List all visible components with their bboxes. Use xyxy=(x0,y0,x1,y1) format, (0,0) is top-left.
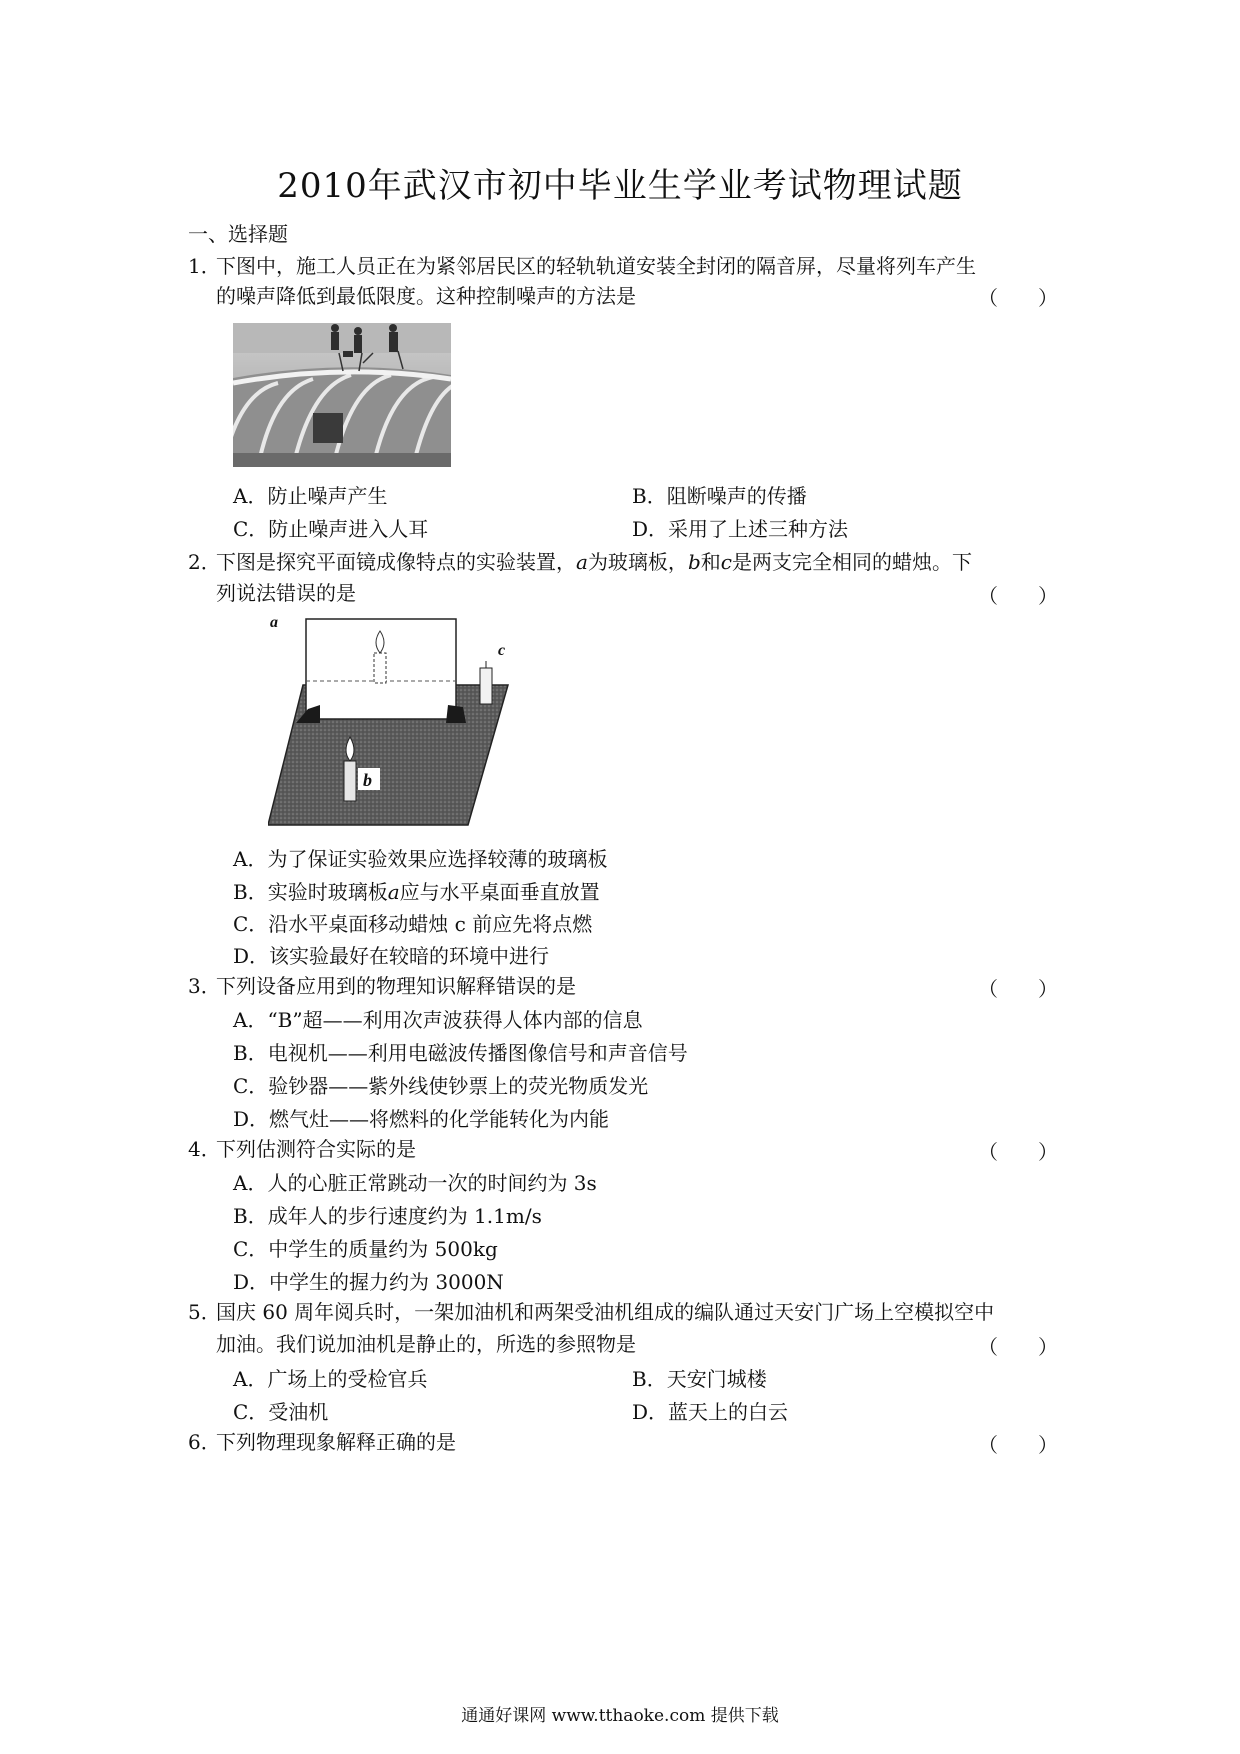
variable-c: c xyxy=(720,550,732,574)
question-5-option-b[interactable]: B．天安门城楼 xyxy=(632,1367,767,1391)
question-4-number: 4． xyxy=(188,1137,221,1161)
question-2-text-part: 下图是探究平面镜成像特点的实验装置， xyxy=(216,550,576,574)
question-3-text: 下列设备应用到的物理知识解释错误的是 xyxy=(216,974,576,998)
question-2-line-2: 列说法错误的是 xyxy=(216,581,356,605)
question-4-answer-paren: （ ） xyxy=(978,1140,1058,1164)
question-6-text: 下列物理现象解释正确的是 xyxy=(216,1430,456,1454)
question-3-option-d[interactable]: D．燃气灶——将燃料的化学能转化为内能 xyxy=(233,1107,610,1131)
question-4-line-1 xyxy=(188,1133,416,1165)
question-2-number: 2． xyxy=(188,550,221,574)
question-1-option-b[interactable]: B．阻断噪声的传播 xyxy=(632,484,807,508)
question-4-option-d[interactable]: D．中学生的握力约为 3000N xyxy=(233,1270,504,1294)
question-1-number: 1． xyxy=(188,254,221,278)
question-3-answer-paren: （ ） xyxy=(978,977,1058,1001)
question-5-number: 5． xyxy=(188,1300,221,1324)
question-6-line-1 xyxy=(188,1426,456,1458)
question-2-answer-paren: （ ） xyxy=(978,584,1058,608)
variable-a: a xyxy=(576,550,588,574)
question-4-option-a[interactable]: A．人的心脏正常跳动一次的时间约为 3s xyxy=(233,1171,597,1195)
question-4-option-b[interactable]: B．成年人的步行速度约为 1.1m/s xyxy=(233,1204,542,1228)
figure-label-a: a xyxy=(270,614,278,631)
question-2-text-part: 为玻璃板， xyxy=(587,550,688,574)
question-1-option-c[interactable]: C．防止噪声进入人耳 xyxy=(233,517,429,541)
question-1-answer-paren: （ ） xyxy=(978,286,1058,310)
question-6-answer-paren: （ ） xyxy=(978,1433,1058,1457)
variable-a: a xyxy=(387,880,400,904)
variable-b: b xyxy=(687,550,701,574)
question-1-text: 下图中，施工人员正在为紧邻居民区的轻轨轨道安装全封闭的隔音屏，尽量将列车产生 xyxy=(216,254,976,278)
question-1-option-a[interactable]: A．防止噪声产生 xyxy=(233,484,388,508)
option-text: 应与水平桌面垂直放置 xyxy=(399,880,600,904)
question-2-option-b[interactable] xyxy=(233,876,600,905)
question-4-text: 下列估测符合实际的是 xyxy=(216,1137,416,1161)
question-1-option-d[interactable]: D．采用了上述三种方法 xyxy=(632,517,849,541)
question-3-line-1 xyxy=(188,970,576,1002)
figure-label-b: b xyxy=(363,770,372,790)
question-2-line-1 xyxy=(188,546,972,578)
page-title: 2010年武汉市初中毕业生学业考试物理试题 xyxy=(277,166,963,206)
section-heading: 一、选择题 xyxy=(188,222,288,246)
question-1-line-2: 的噪声降低到最低限度。这种控制噪声的方法是 xyxy=(216,284,636,308)
question-5-answer-paren: （ ） xyxy=(978,1335,1058,1359)
question-5-option-c[interactable]: C．受油机 xyxy=(233,1400,329,1424)
question-3-option-c[interactable]: C．验钞器——紫外线使钞票上的荧光物质发光 xyxy=(233,1074,649,1098)
sound-barrier-photo xyxy=(233,323,451,467)
page-footer: 通通好课网 www.tthaoke.com 提供下载 xyxy=(461,1706,779,1726)
question-6-number: 6． xyxy=(188,1430,221,1454)
question-5-line-2: 加油。我们说加油机是静止的，所选的参照物是 xyxy=(216,1332,636,1356)
question-5-text: 国庆 60 周年阅兵时，一架加油机和两架受油机组成的编队通过天安门广场上空模拟空中 xyxy=(216,1300,995,1324)
question-5-option-a[interactable]: A．广场上的受检官兵 xyxy=(233,1367,428,1391)
figure-label-c: c xyxy=(498,642,506,659)
question-2-text-part: 是两支完全相同的蜡烛。下 xyxy=(731,550,972,574)
question-3-number: 3． xyxy=(188,974,221,998)
question-2-option-d[interactable]: D．该实验最好在较暗的环境中进行 xyxy=(233,944,550,968)
question-3-option-a[interactable]: A．“B”超——利用次声波获得人体内部的信息 xyxy=(233,1008,643,1032)
question-2-text-part: 和 xyxy=(700,550,721,574)
question-5-option-d[interactable]: D．蓝天上的白云 xyxy=(632,1400,789,1424)
question-5-line-1 xyxy=(188,1296,994,1328)
option-text: B．实验时玻璃板 xyxy=(233,880,388,904)
question-4-option-c[interactable]: C．中学生的质量约为 500kg xyxy=(233,1237,498,1261)
plane-mirror-apparatus-diagram xyxy=(268,613,518,828)
question-2-option-c[interactable]: C．沿水平桌面移动蜡烛 c 前应先将点燃 xyxy=(233,912,593,936)
question-3-option-b[interactable]: B．电视机——利用电磁波传播图像信号和声音信号 xyxy=(233,1041,688,1065)
question-1-line-1 xyxy=(188,250,976,282)
question-2-option-a[interactable]: A．为了保证实验效果应选择较薄的玻璃板 xyxy=(233,847,608,871)
